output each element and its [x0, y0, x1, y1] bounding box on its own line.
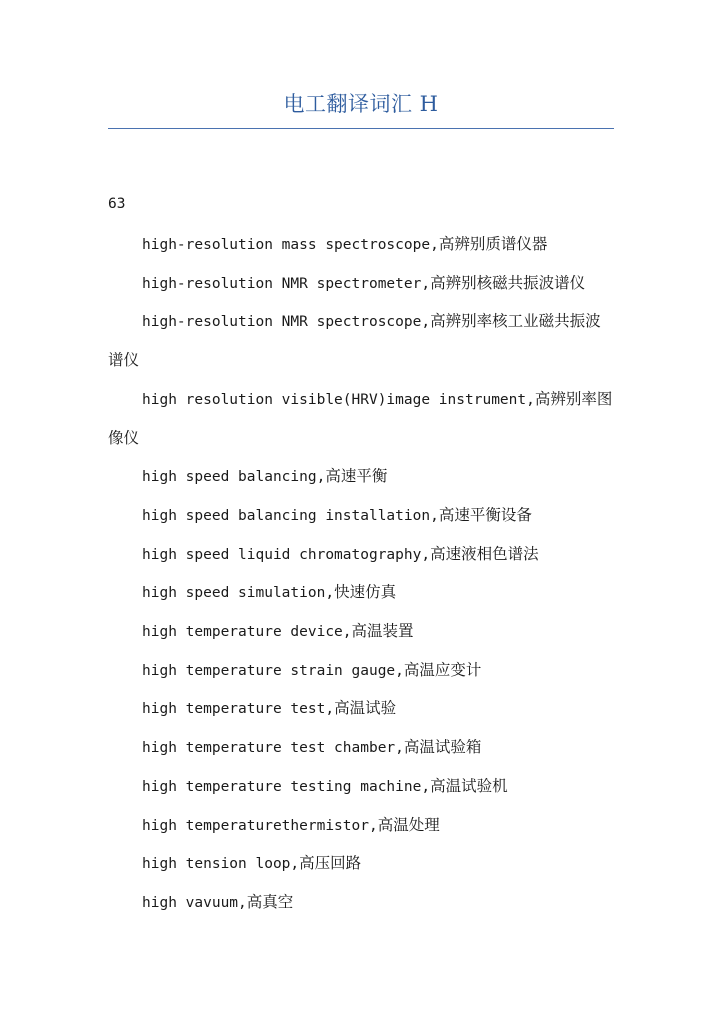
entry-english: high-resolution mass spectroscope,	[142, 237, 439, 253]
entry-chinese: 高速平衡	[325, 467, 388, 486]
entry-english: high speed balancing installation,	[142, 507, 439, 524]
header-title: 电工翻译词汇 H	[283, 92, 439, 116]
glossary-entry	[108, 613, 614, 652]
entry-chinese: 高真空	[246, 892, 294, 911]
entry-chinese: 高温应变计	[403, 660, 482, 679]
entry-chinese: 高速液相色谱法	[430, 544, 539, 563]
entry-chinese: 快速仿真	[334, 583, 397, 602]
entry-english: high temperaturethermistor,	[142, 817, 378, 834]
entry-english: high-resolution NMR spectroscope,	[142, 314, 431, 331]
entry-english: high temperature test chamber,	[142, 740, 404, 757]
glossary-entry	[108, 884, 614, 923]
entry-english: high tension loop,	[142, 856, 300, 873]
entry-english: high temperature testing machine,	[142, 778, 431, 795]
entry-chinese: 高温试验机	[430, 776, 508, 795]
entry-chinese: 高温装置	[351, 622, 414, 641]
glossary-entry	[108, 574, 614, 613]
glossary-entry	[108, 381, 614, 458]
entry-english: high vavuum,	[142, 894, 247, 911]
glossary-entry	[108, 458, 614, 497]
glossary-entry	[108, 497, 614, 536]
entry-english: high temperature test,	[142, 701, 335, 718]
glossary-entry	[108, 536, 614, 575]
entry-chinese: 高辨别质谱仪器	[438, 235, 548, 253]
entry-chinese: 高压回路	[299, 854, 362, 873]
header-rule	[108, 128, 614, 129]
entry-chinese: 高温试验	[334, 699, 397, 718]
glossary-entry	[108, 265, 614, 304]
entry-english: high speed balancing,	[142, 469, 326, 486]
entry-english: high speed simulation,	[142, 585, 335, 602]
entry-chinese: 高辨别核磁共振波谱仪	[430, 273, 586, 292]
entry-chinese: 高温试验箱	[403, 738, 482, 757]
entry-english: high temperature device,	[142, 624, 352, 641]
entry-english: high resolution visible(HRV)image instrument,	[142, 391, 535, 408]
entry-english: high speed liquid chromatography,	[142, 546, 431, 563]
glossary-list	[108, 226, 614, 923]
entry-chinese: 高温处理	[377, 815, 440, 834]
glossary-entry	[108, 690, 614, 729]
glossary-entry	[108, 729, 614, 768]
page-number: 63	[108, 196, 126, 212]
glossary-entry	[108, 303, 614, 380]
glossary-entry	[108, 226, 614, 265]
glossary-entry	[108, 652, 614, 691]
glossary-entry	[108, 768, 614, 807]
entry-chinese: 高速平衡设备	[438, 505, 532, 524]
glossary-entry	[108, 807, 614, 846]
entry-english: high-resolution NMR spectrometer,	[142, 275, 431, 292]
entry-english: high temperature strain gauge,	[142, 662, 404, 679]
entry-chinese: 高辨别率图像仪	[108, 389, 613, 447]
glossary-entry	[108, 845, 614, 884]
entry-chinese: 高辨别率核工业磁共振波谱仪	[108, 312, 601, 370]
